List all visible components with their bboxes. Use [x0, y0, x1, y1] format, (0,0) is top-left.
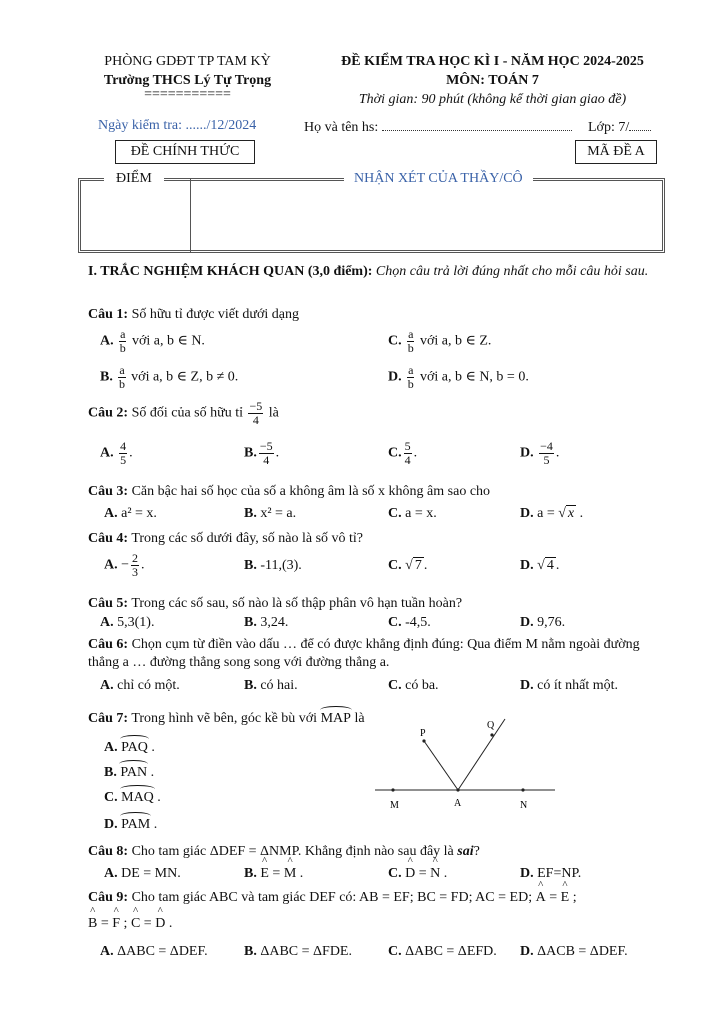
question-6: Câu 6: Chọn cụm từ điền vào dấu … để có được khẳng định đúng: Qua điểm M nằm ngoài đường thẳng a … đường thẳng song song với đường thẳng a. — [88, 637, 640, 670]
q2-option-a[interactable]: A. $\frac{4}{5}$ . — [100, 439, 133, 467]
subject: MÔN: TOÁN 7 — [446, 73, 539, 88]
q2-option-d[interactable]: D. $\frac{-4}{5}$ . — [520, 439, 560, 467]
class-field[interactable] — [629, 118, 651, 131]
score-label: ĐIỂM — [104, 171, 164, 187]
q7-option-a[interactable]: A. PAQ . — [104, 737, 155, 756]
department: PHÒNG GDĐT TP TAM KỲ — [104, 54, 271, 69]
q8-option-c[interactable]: C. ^ D = ^ N . — [388, 866, 447, 882]
exam-title: ĐỀ KIỂM TRA HỌC KÌ I - NĂM HỌC 2024-2025 — [341, 54, 644, 69]
point-q — [490, 733, 493, 736]
q3-option-b[interactable]: B. x² = a. — [244, 506, 297, 521]
label-a: A — [454, 798, 462, 809]
q4-option-a[interactable]: A. − $\frac{2}{3}$ . — [104, 551, 145, 579]
grade-box — [78, 178, 665, 253]
exam-code-badge: MÃ ĐỀ A — [575, 140, 657, 164]
label-q: Q — [487, 720, 495, 731]
q7-option-b[interactable]: B. PAN . — [104, 762, 154, 781]
q9-option-d[interactable]: D. ΔACB = ΔDEF. — [520, 944, 628, 959]
question-1: Câu 1: Số hữu tỉ được viết dưới dạng — [88, 307, 300, 322]
q5-option-a[interactable]: A. 5,3(1). — [100, 615, 155, 630]
exam-time: Thời gian: 90 phút (không kể thời gian giao đề) — [358, 92, 627, 107]
question-8: Câu 8: Cho tam giác ΔDEF = ΔNMP. Khẳng định nào sau đây là sai? — [88, 844, 480, 859]
q6-option-c[interactable]: C. có ba. — [388, 678, 439, 693]
q9-option-b[interactable]: B. ΔABC = ΔFDE. — [244, 944, 352, 959]
q6-option-b[interactable]: B. có hai. — [244, 678, 298, 693]
official-badge: ĐỀ CHÍNH THỨC — [115, 140, 255, 164]
header-left — [60, 52, 315, 100]
question-7: Câu 7: Trong hình vẽ bên, góc kề bù với MAP là — [88, 708, 365, 727]
section-title: I. TRẮC NGHIỆM KHÁCH QUAN (3,0 điểm): Chọn câu trả lời đúng nhất cho mỗi câu hỏi sau. — [88, 264, 649, 279]
header-right — [315, 52, 670, 109]
q9-option-c[interactable]: C. ΔABC = ΔEFD. — [388, 944, 497, 959]
q7-option-d[interactable]: D. PAM . — [104, 814, 157, 833]
q7-figure — [370, 712, 570, 817]
q6-option-d[interactable]: D. có ít nhất một. — [520, 678, 619, 693]
q8-option-a[interactable]: A. DE = MN. — [104, 866, 181, 881]
label-n: N — [520, 800, 528, 811]
q1-option-a[interactable]: A. $\frac{a}{b}$ với a, b ∈ N. — [100, 327, 205, 355]
q6-option-a[interactable]: A. chỉ có một. — [100, 678, 180, 693]
q5-option-b[interactable]: B. 3,24. — [244, 615, 289, 630]
student-name-field[interactable] — [382, 118, 572, 131]
label-m: M — [390, 800, 399, 811]
header-underline: =========== — [144, 87, 231, 102]
label-p: P — [420, 728, 426, 739]
q1-option-b[interactable]: B. $\frac{a}{b}$ với a, b ∈ Z, b ≠ 0. — [100, 363, 239, 391]
point-n — [521, 788, 524, 791]
question-4: Câu 4: Trong các số dưới đây, số nào là số vô tỉ? — [88, 531, 364, 546]
q8-option-b[interactable]: B. ^ E = ^ M . — [244, 866, 303, 882]
point-m — [391, 788, 394, 791]
q9-conditions: ^ B = ^ F ; ^ C = ^ D . — [88, 916, 172, 932]
q3-option-c[interactable]: C. a = x. — [388, 506, 437, 521]
q9-option-a[interactable]: A. ΔABC = ΔDEF. — [100, 944, 208, 959]
q4-option-b[interactable]: B. -11,(3). — [244, 558, 302, 573]
q3-option-a[interactable]: A. a² = x. — [104, 506, 157, 521]
q8-option-d[interactable]: D. EF=NP. — [520, 866, 582, 881]
question-2: Câu 2: Số đối của số hữu tỉ $\frac{-5}{4}$ là — [88, 399, 279, 427]
angle-map: MAP — [321, 708, 351, 727]
school-name: Trường THCS Lý Tự Trọng — [103, 73, 272, 88]
q4-option-c[interactable]: C. √ 7 . — [388, 558, 428, 573]
q2-option-c[interactable]: C. $\frac{5}{4}$ . — [388, 439, 418, 467]
q7-option-c[interactable]: C. MAQ . — [104, 787, 161, 806]
point-p — [422, 739, 425, 742]
q3-option-d[interactable]: D. a = √ x . — [520, 506, 584, 521]
comment-label: NHẬN XÉT CỦA THẦY/CÔ — [344, 171, 533, 187]
point-a — [456, 788, 459, 791]
ray-ap — [424, 741, 458, 790]
question-9: Câu 9: Cho tam giác ABC và tam giác DEF có: AB = EF; BC = FD; AC = ED; ^ A = ^ E ; — [88, 890, 668, 906]
q1-option-c[interactable]: C. $\frac{a}{b}$ với a, b ∈ Z. — [388, 327, 492, 355]
q4-option-d[interactable]: D. √ 4 . — [520, 558, 560, 573]
student-name-label: Họ và tên hs: — [304, 118, 572, 136]
ray-aq — [458, 719, 505, 790]
exam-date: Ngày kiểm tra: ....../12/2024 — [98, 118, 257, 133]
class-label: Lớp: 7/ — [588, 118, 651, 136]
q5-option-c[interactable]: C. -4,5. — [388, 615, 431, 630]
grade-divider — [190, 178, 191, 253]
q1-option-d[interactable]: D. $\frac{a}{b}$ với a, b ∈ N, b = 0. — [388, 363, 529, 391]
question-5: Câu 5: Trong các số sau, số nào là số thập phân vô hạn tuần hoàn? — [88, 596, 463, 611]
question-3: Câu 3: Căn bậc hai số học của số a không âm là số x không âm sao cho — [88, 484, 491, 499]
q5-option-d[interactable]: D. 9,76. — [520, 615, 566, 630]
q2-option-b[interactable]: B. $\frac{-5}{4}$ . — [244, 439, 280, 467]
